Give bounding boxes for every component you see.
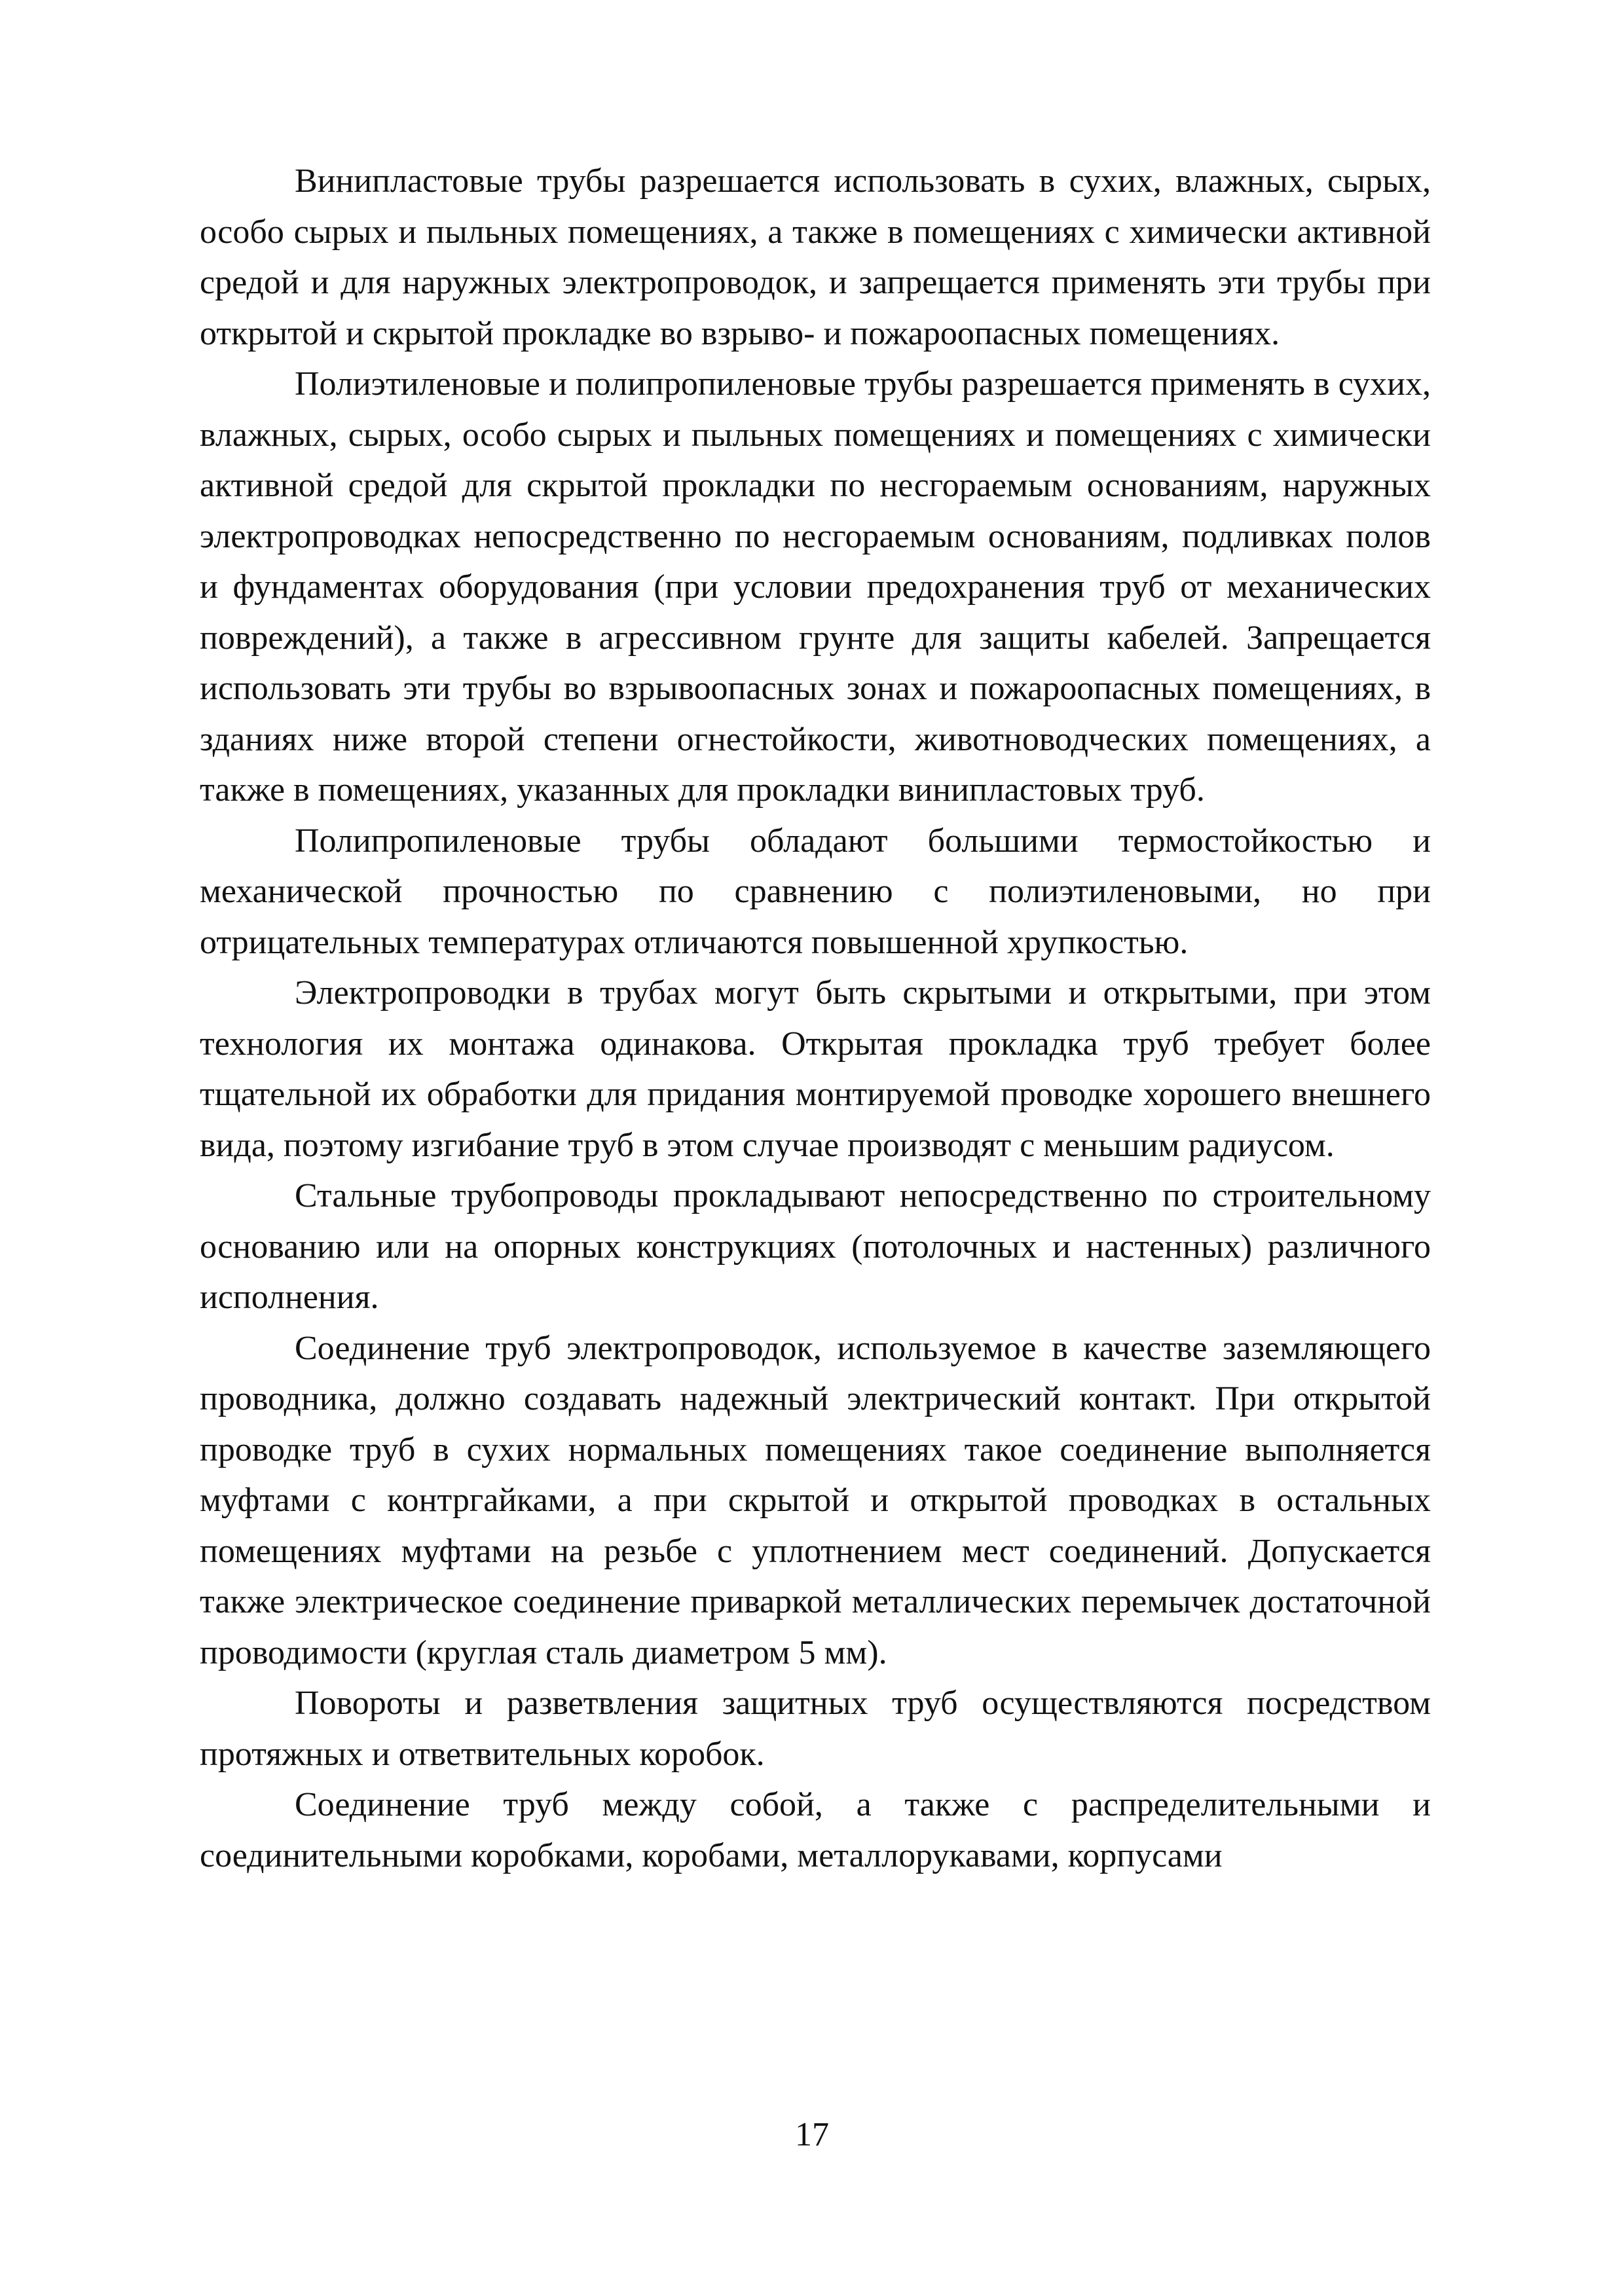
paragraph-pipe-connections: Соединение труб между собой, а также с распределительными и соединительными коробками, коробами, металлорукавами, корпусами bbox=[200, 1786, 1431, 1874]
paragraph-polypropylene-properties: Полипропиленовые трубы обладают большими термостойкостью и механической прочностью по сравнению с полиэтиленовыми, но при отрицательных температурах отличаются повышенной хрупкостью. bbox=[200, 822, 1431, 961]
paragraph-grounding-connections: Соединение труб электропроводок, используемое в качестве заземляющего проводника, должно создавать надежный электрический контакт. При открытой проводке труб в сухих нормальных помещениях такое соединение выполняется муфтами с контргайками, а при скрытой и открытой проводках в остальных помещениях муфтами на резьбе с уплотнением мест соединений. Допускается также электрическое соединение приваркой металлических перемычек достаточной проводимости (круглая сталь диаметром 5 мм). bbox=[200, 1329, 1431, 1671]
paragraph-vinyl-pipes: Винипластовые трубы разрешается использовать в сухих, влажных, сырых, особо сырых и пыльных помещениях, а также в помещениях с химически активной средой и для наружных электропроводок, и запрещается применять эти трубы при открытой и скрытой прокладке во взрыво- и пожароопасных помещениях. bbox=[200, 162, 1431, 352]
page-body bbox=[200, 156, 1431, 1881]
page-number: 17 bbox=[795, 2116, 829, 2153]
paragraph-conduit-wiring: Электропроводки в трубах могут быть скрытыми и открытыми, при этом технология их монтажа одинакова. Открытая прокладка труб требует более тщательной их обработки для придания монтируемой проводке хорошего внешнего вида, поэтому изгибание труб в этом случае производят с меньшим радиусом. bbox=[200, 974, 1431, 1164]
paragraph-steel-conduits: Стальные трубопроводы прокладывают непосредственно по строительному основанию или на опорных конструкциях (потолочных и настенных) различного исполнения. bbox=[200, 1177, 1431, 1316]
paragraph-turns-and-branches: Повороты и разветвления защитных труб осуществляются посредством протяжных и ответвительных коробок. bbox=[200, 1685, 1431, 1773]
paragraph-polyethylene-pipes: Полиэтиленовые и полипропиленовые трубы разрешается применять в сухих, влажных, сырых, особо сырых и пыльных помещениях и помещениях с химически активной средой для скрытой прокладки по несгораемым основаниям, наружных электропроводках непосредственно по несгораемым основаниям, подливках полов и фундаментах оборудования (при условии предохранения труб от механических повреждений), а также в агрессивном грунте для защиты кабелей. Запрещается использовать эти трубы во взрывоопасных зонах и пожароопасных помещениях, в зданиях ниже второй степени огнестойкости, животноводческих помещениях, а также в помещениях, указанных для прокладки винипластовых труб. bbox=[200, 365, 1431, 809]
